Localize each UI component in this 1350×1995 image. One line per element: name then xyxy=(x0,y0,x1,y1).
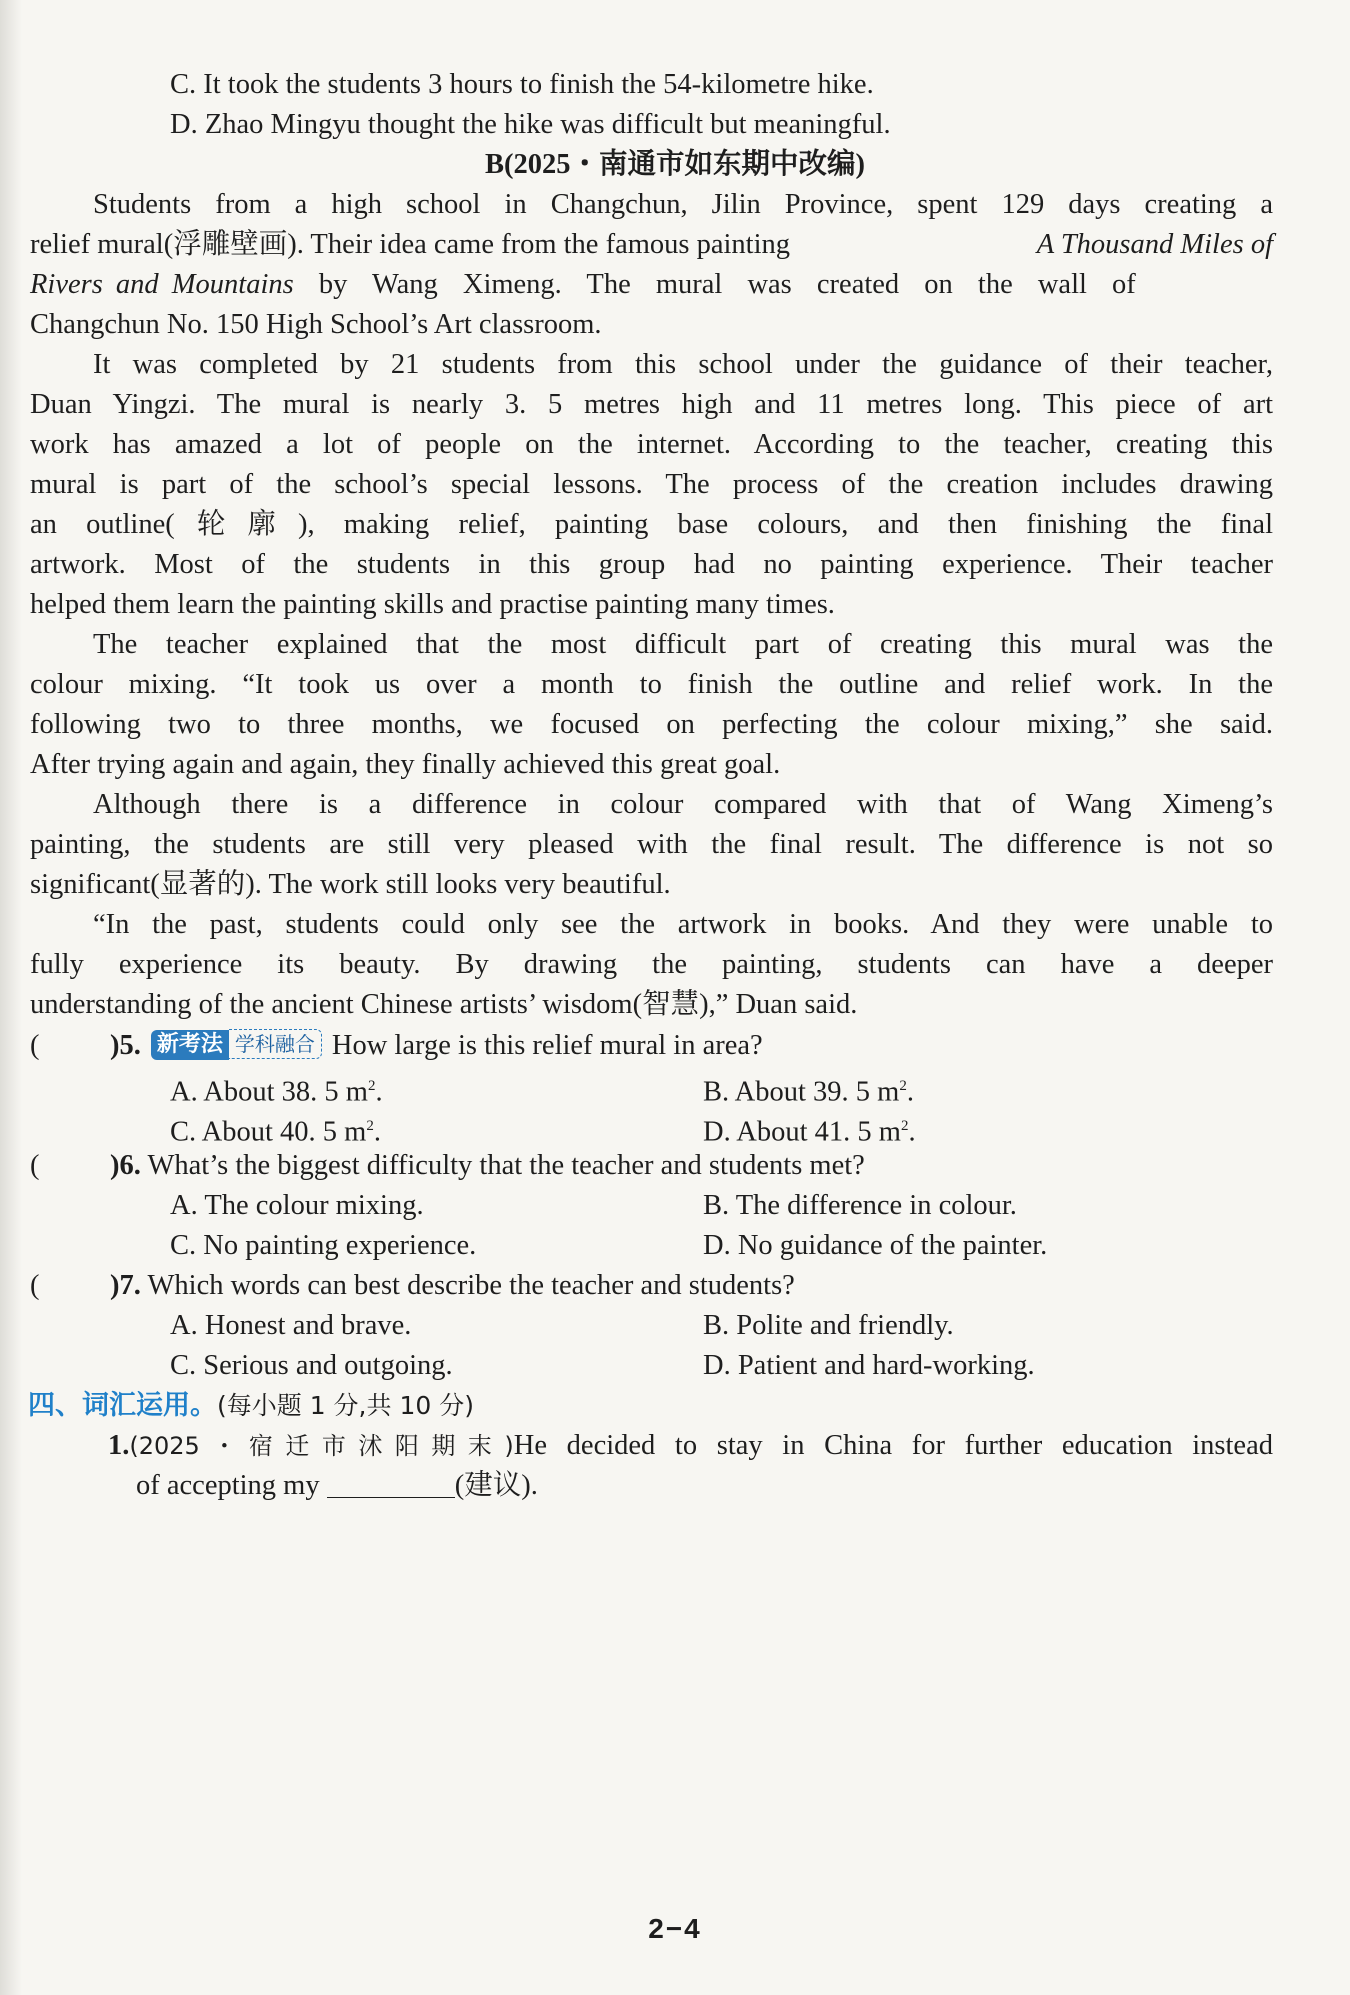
painting-title-part1: A Thousand Miles of xyxy=(1036,229,1273,260)
passage-line: “In the past, students could only see the artwork in books. And they were unable to xyxy=(93,909,1273,940)
item-text: He decided to stay in China for further education instead xyxy=(513,1430,1273,1461)
passage-line: The teacher explained that the most difficult part of creating this mural was the xyxy=(93,629,1273,660)
passage-line-text: by Wang Ximeng. The mural was created on the wall of xyxy=(318,269,1136,300)
option-c: C. Serious and outgoing. xyxy=(170,1350,453,1381)
option-text: D. About 41. 5 m xyxy=(703,1116,901,1148)
answer-bracket-open: ( xyxy=(30,1150,40,1181)
passage-line: following two to three months, we focused on perfecting the colour mixing,” she said. xyxy=(30,709,1273,740)
passage-line: an outline(轮廓), making relief, painting base colours, and then finishing the final xyxy=(30,509,1273,540)
passage-line-text: relief mural(浮雕壁画). Their idea came from the famous painting xyxy=(30,229,791,260)
question-number: )7. xyxy=(110,1270,141,1301)
option-a: A. Honest and brave. xyxy=(170,1310,412,1341)
question-number: )5. xyxy=(110,1030,141,1061)
passage-line: After trying again and again, they finally achieved this great goal. xyxy=(30,749,781,780)
superscript: 2 xyxy=(900,1118,909,1134)
option-text: A. About 38. 5 m xyxy=(170,1076,368,1108)
question-text: Which words can best describe the teacher and students? xyxy=(147,1270,795,1301)
passage-line: Although there is a difference in colour compared with that of Wang Ximeng’s xyxy=(93,789,1273,820)
item-text: of accepting my xyxy=(136,1470,320,1501)
passage-line: work has amazed a lot of people on the internet. According to the teacher, creating this xyxy=(30,429,1273,460)
painting-title-part2: Rivers and Mountains xyxy=(30,269,294,300)
passage-line: Duan Yingzi. The mural is nearly 3. 5 metres high and 11 metres long. This piece of art xyxy=(30,389,1273,420)
option-suffix: . xyxy=(906,1076,914,1108)
question-text: What’s the biggest difficulty that the teacher and students met? xyxy=(147,1150,865,1181)
passage-line: colour mixing. “It took us over a month to finish the outline and relief work. In the xyxy=(30,669,1273,700)
section-title-text: 四、词汇运用。 xyxy=(28,1390,217,1421)
option-b: B. The difference in colour. xyxy=(703,1190,1017,1221)
passage-line: Students from a high school in Changchun, Jilin Province, spent 129 days creating a xyxy=(93,189,1273,220)
passage-line: understanding of the ancient Chinese artists’ wisdom(智慧),” Duan said. xyxy=(30,989,858,1020)
superscript: 2 xyxy=(367,1078,376,1094)
new-exam-badge: 新考法 xyxy=(151,1030,229,1060)
answer-blank[interactable] xyxy=(327,1463,455,1498)
passage-b-heading: B(2025・南通市如东期中改编) xyxy=(485,149,865,180)
subject-integration-badge: 学科融合 xyxy=(229,1029,322,1059)
superscript: 2 xyxy=(899,1078,907,1094)
answer-bracket-open: ( xyxy=(30,1270,40,1301)
option-d: D. No guidance of the painter. xyxy=(703,1230,1048,1261)
passage-line: significant(显著的). The work still looks very beautiful. xyxy=(30,869,671,900)
passage-line: Changchun No. 150 High School’s Art classroom. xyxy=(30,309,602,340)
page-number: 2−4 xyxy=(648,1913,702,1944)
option-text: B. About 39. 5 m xyxy=(703,1076,900,1108)
passage-line: fully experience its beauty. By drawing the painting, students can have a deeper xyxy=(30,949,1273,980)
answer-bracket-open: ( xyxy=(30,1030,40,1061)
passage-line: helped them learn the painting skills and practise painting many times. xyxy=(30,589,835,620)
item-number: 1. xyxy=(108,1430,130,1461)
vocab-item-1-line2 xyxy=(136,1461,1273,1511)
passage-line: It was completed by 21 students from this school under the guidance of their teacher, xyxy=(93,349,1273,380)
option-suffix: . xyxy=(375,1076,383,1108)
question-number: )6. xyxy=(110,1150,141,1181)
item-source: (2025・宿迁市沭阳期末) xyxy=(129,1432,514,1460)
passage-line: mural is part of the school’s special lessons. The process of the creation includes drawing xyxy=(30,469,1273,500)
prev-option-c: C. It took the students 3 hours to finish the 54-kilometre hike. xyxy=(170,69,874,100)
option-b: B. Polite and friendly. xyxy=(703,1310,954,1341)
superscript: 2 xyxy=(366,1118,374,1134)
option-suffix: . xyxy=(373,1116,381,1148)
item-hint: (建议). xyxy=(454,1470,538,1501)
option-text: C. About 40. 5 m xyxy=(170,1116,367,1148)
option-d: D. Patient and hard-working. xyxy=(703,1350,1035,1381)
section-score: (每小题 1 分,共 10 分) xyxy=(217,1391,474,1420)
question-text: How large is this relief mural in area? xyxy=(331,1030,763,1061)
prev-option-d: D. Zhao Mingyu thought the hike was difficult but meaningful. xyxy=(170,109,891,140)
passage-line: artwork. Most of the students in this group had no painting experience. Their teacher xyxy=(30,549,1273,580)
option-suffix: . xyxy=(908,1116,916,1148)
option-a: A. The colour mixing. xyxy=(170,1190,424,1221)
passage-line: painting, the students are still very pleased with the final result. The difference is not so xyxy=(30,829,1273,860)
option-c: C. No painting experience. xyxy=(170,1230,477,1261)
